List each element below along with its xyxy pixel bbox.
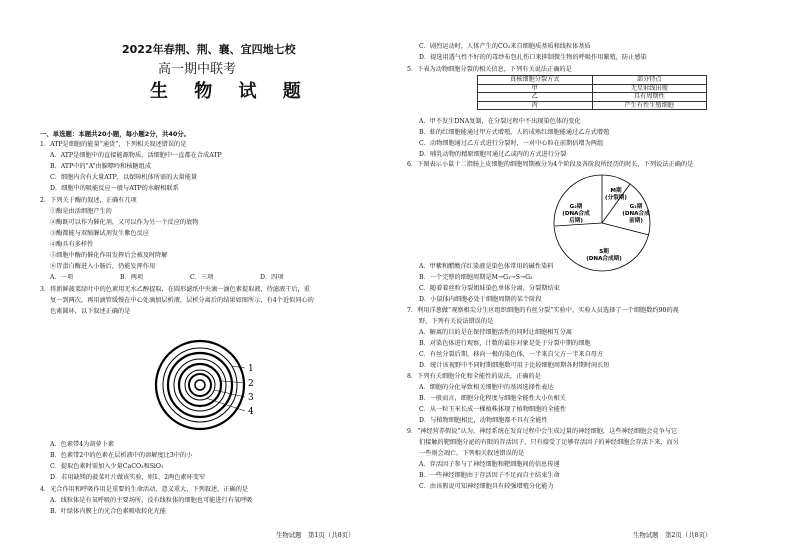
- q2-choice-b: B．两项: [120, 274, 144, 281]
- exam-title: 高一期中联考: [158, 62, 237, 77]
- q9-option-a: A．存活因子参与了神经细胞和靶细胞间的信息传递: [419, 461, 560, 468]
- footer-page-1: 生物试题 第1页（共8页）: [276, 531, 355, 539]
- q3-stem-line-2: 复一到两次，再用滴管缓慢在中心处滴加层析液，层析分离后的结果如图所示，有4个近似同心的: [50, 297, 314, 304]
- q9-stem-line-2: 们接触的靶细胞分泌的有限的存活因子，只有接受了足够存活因子的神经细胞会存活下来，而另: [419, 439, 679, 446]
- school-title: 2022年春荆、荆、襄、宜四地七校: [122, 43, 296, 56]
- q8-stem: 8．下列有关细胞分化和全能性的说法，正确的是: [407, 373, 541, 380]
- table-cell-r1c1: 甲: [478, 84, 593, 93]
- q9-option-c: C．由该假说可知神经细胞具有较强增殖分化能力: [419, 483, 554, 490]
- q1-stem: 1．ATP是细胞的能量“通货”，下列相关叙述错误的是: [40, 141, 187, 148]
- q1-option-c: C．细胞内含有大量ATP，以保障机体所需的大量能量: [50, 174, 198, 181]
- q6-option-d: D．小鼠体内细胞必处于细胞周期的某个阶段: [419, 296, 542, 303]
- q1-option-d: D．细胞中的吸能反应一般与ATP的水解相联系: [50, 185, 179, 192]
- q4-stem: 4．光合作用和呼吸作用是重要的生命活动，意义重大，下列叙述，正确的是: [40, 486, 249, 493]
- ring-label-1: 1: [248, 364, 254, 374]
- ring-label-2: 2: [248, 379, 254, 389]
- q1-option-a: A．ATP是细胞中的直接能源物质，活细胞中一直都在合成ATP: [50, 152, 222, 159]
- q3-option-c: C．提取色素时需加入少量CaCO₃和SiO₂: [50, 463, 164, 470]
- q7-stem-line-1: 7．利用洋葱做“观察根尖分生区组织细胞的有丝分裂”实验中，实验人员选择了一个细胞数约90的视: [407, 307, 679, 314]
- q5-option-d: D．哺乳动物的精原细胞可通过乙或丙的方式进行分裂: [419, 151, 567, 158]
- q4-option-c: C．剧烈运动时，人体产生的CO₂来自细胞质基质和线粒体基质: [419, 43, 591, 50]
- q3-option-d: D．若用缺镁的菠菜叶片做该实验，则1、2两色素环变窄: [50, 474, 206, 481]
- q3-option-a: A．色素带4为胡萝卜素: [50, 441, 115, 448]
- table-cell-r3c2: 产生有性生殖细胞: [592, 101, 707, 110]
- q9-option-b: B．一些神经细胞由于存活因子不足而自主结束生命: [419, 472, 560, 479]
- pie-label-g1: G₁期(DNA合成前期): [622, 204, 650, 224]
- pie-label-s: S期(DNA合成期): [586, 249, 622, 262]
- q3-stem-line-3: 色素圆环，以下叙述正确的是: [50, 308, 131, 315]
- table-cell-r2c2: 具有周期性: [592, 93, 707, 102]
- q6-option-c: C．随着着丝粒分裂姐妹染色单体分离，分裂期结束: [419, 285, 560, 292]
- q9-stem-line-3: 一些则会凋亡。下列相关叙述错误的是: [419, 450, 525, 457]
- table-header-1: 真核细胞分裂方式: [478, 76, 593, 85]
- q2-choice-a: A．一项: [50, 274, 74, 281]
- footer-page-2: 生物试题 第2页（共8页）: [633, 531, 712, 539]
- q2-choice-c: C．三项: [190, 274, 214, 281]
- q7-option-a: A．解离的目的是在保持细胞活性的同时让细胞相互分离: [419, 329, 572, 336]
- q5-stem: 5．下表为动物细胞分裂的相关信息，下列有关说法正确的是: [407, 66, 572, 73]
- cell-cycle-pie: [532, 168, 672, 278]
- q7-option-b: B．对染色体进行观察，计数的最佳对象是处于分裂中期的细胞: [419, 340, 591, 347]
- q6-option-a: A．甲紫和醋酸洋红染液是染色体常用的碱性染料: [419, 263, 554, 270]
- q2-item-6: ⑥胃蛋白酶进入小肠后，仍能发挥作用: [50, 263, 156, 270]
- q5-option-a: A．甲不发生DNA复制，在分裂过程中不出现染色体的变化: [419, 118, 581, 125]
- q2-item-4: ④酶具有多样性: [50, 241, 94, 248]
- q4-option-a: A．线粒体是有氧呼吸的主要场所，没有线粒体的细胞也可能进行有氧呼吸: [50, 497, 253, 504]
- q2-item-5: ⑤细胞中酶的催化作用发挥后会被及时降解: [50, 252, 168, 259]
- q3-stem-line-1: 3．将新鲜菠菜绿叶中的色素用无水乙醇提取，在圆形滤纸中央滴一滴色素提取液，待滤液干后，重: [40, 286, 310, 293]
- q3-option-b: B．色素带2中的色素在层析液中的溶解度比3中的小: [50, 452, 193, 459]
- q4-option-d: D．提选用透气性不好的的毒纱布包扎伤口来抑制微生物的呼吸作用繁殖，防止感染: [419, 54, 647, 61]
- table-header-2: 部分特点: [592, 76, 707, 85]
- pie-label-g2: G₂期(DNA合成后期): [562, 204, 590, 224]
- q7-stem-line-2: 野，下列有关说法错误的是: [419, 318, 494, 325]
- q2-choice-d: D．四项: [260, 274, 284, 281]
- q6-option-b: B．一个完整的细胞周期是M→G₁→S→G₂: [419, 274, 533, 281]
- table-cell-r1c2: 无星射线出现: [592, 84, 707, 93]
- q5-option-b: B．蛙的红细胞能通过甲方式增殖，人的成熟红细胞能通过乙方式增殖: [419, 129, 610, 136]
- q5-option-c: C．动物细胞通过乙方式进行分裂时，一对中心粒在前期倍增为两组: [419, 140, 604, 147]
- q2-item-1: ①酶是由活细胞产生的: [50, 208, 112, 215]
- section-heading: 一、单选题：本题共20小题，每小题2分，共40分。: [40, 130, 191, 138]
- division-table: [477, 75, 707, 110]
- q2-item-2: ②酶既可以作为催化剂，又可以作为另一个反应的底物: [50, 219, 199, 226]
- pie-label-m: M期(分裂期): [605, 188, 627, 201]
- ring-label-4: 4: [248, 407, 254, 417]
- table-cell-r3c1: 丙: [478, 101, 593, 110]
- q4-option-b: B．叶绿体内膜上的光合色素吸收转化光能: [50, 508, 166, 515]
- q8-option-c: C．从一粒玉米长成一棵植株体现了植物细胞的全能性: [419, 406, 567, 413]
- q7-option-c: C．有丝分裂后期，移向一极的染色体，一半来自父方一半来自母方: [419, 351, 604, 358]
- q9-stem-line-1: 9．“神经营养假说”认为，神经系统在发育过程中会生成过量的神经细胞，这些神经细胞会竞争与它: [407, 428, 678, 435]
- page-2: [397, 0, 794, 550]
- q1-option-b: B．ATP中的“A”由腺嘌呤和核糖组成: [50, 163, 152, 170]
- q8-option-b: B．一般而言，细胞分化程度与细胞全能性大小负相关: [419, 395, 566, 402]
- table-cell-r2c1: 乙: [478, 93, 593, 102]
- q8-option-a: A．细胞的分化导致相关细胞中的基因选择性表达: [419, 384, 554, 391]
- q8-option-d: D．与植物细胞相比，动物细胞都不具有全能性: [419, 417, 548, 424]
- subject-title: 生 物 试 题: [150, 81, 311, 102]
- q2-stem: 2．下列关于酶的叙述，正确有几项: [40, 197, 137, 204]
- q2-item-3: ③酶都能与双缩脲试剂发生紫色反应: [50, 230, 149, 237]
- ring-label-3: 3: [248, 393, 254, 403]
- q7-option-d: D．统计该视野中不同时期细胞数可用于比较细胞周期各时期时间长短: [419, 362, 610, 369]
- q6-stem: 6．下图表示小鼠十二指肠上皮细胞的细胞周期被分为4个阶段及各阶段所经历的时长，下列说法正确的是: [407, 161, 694, 168]
